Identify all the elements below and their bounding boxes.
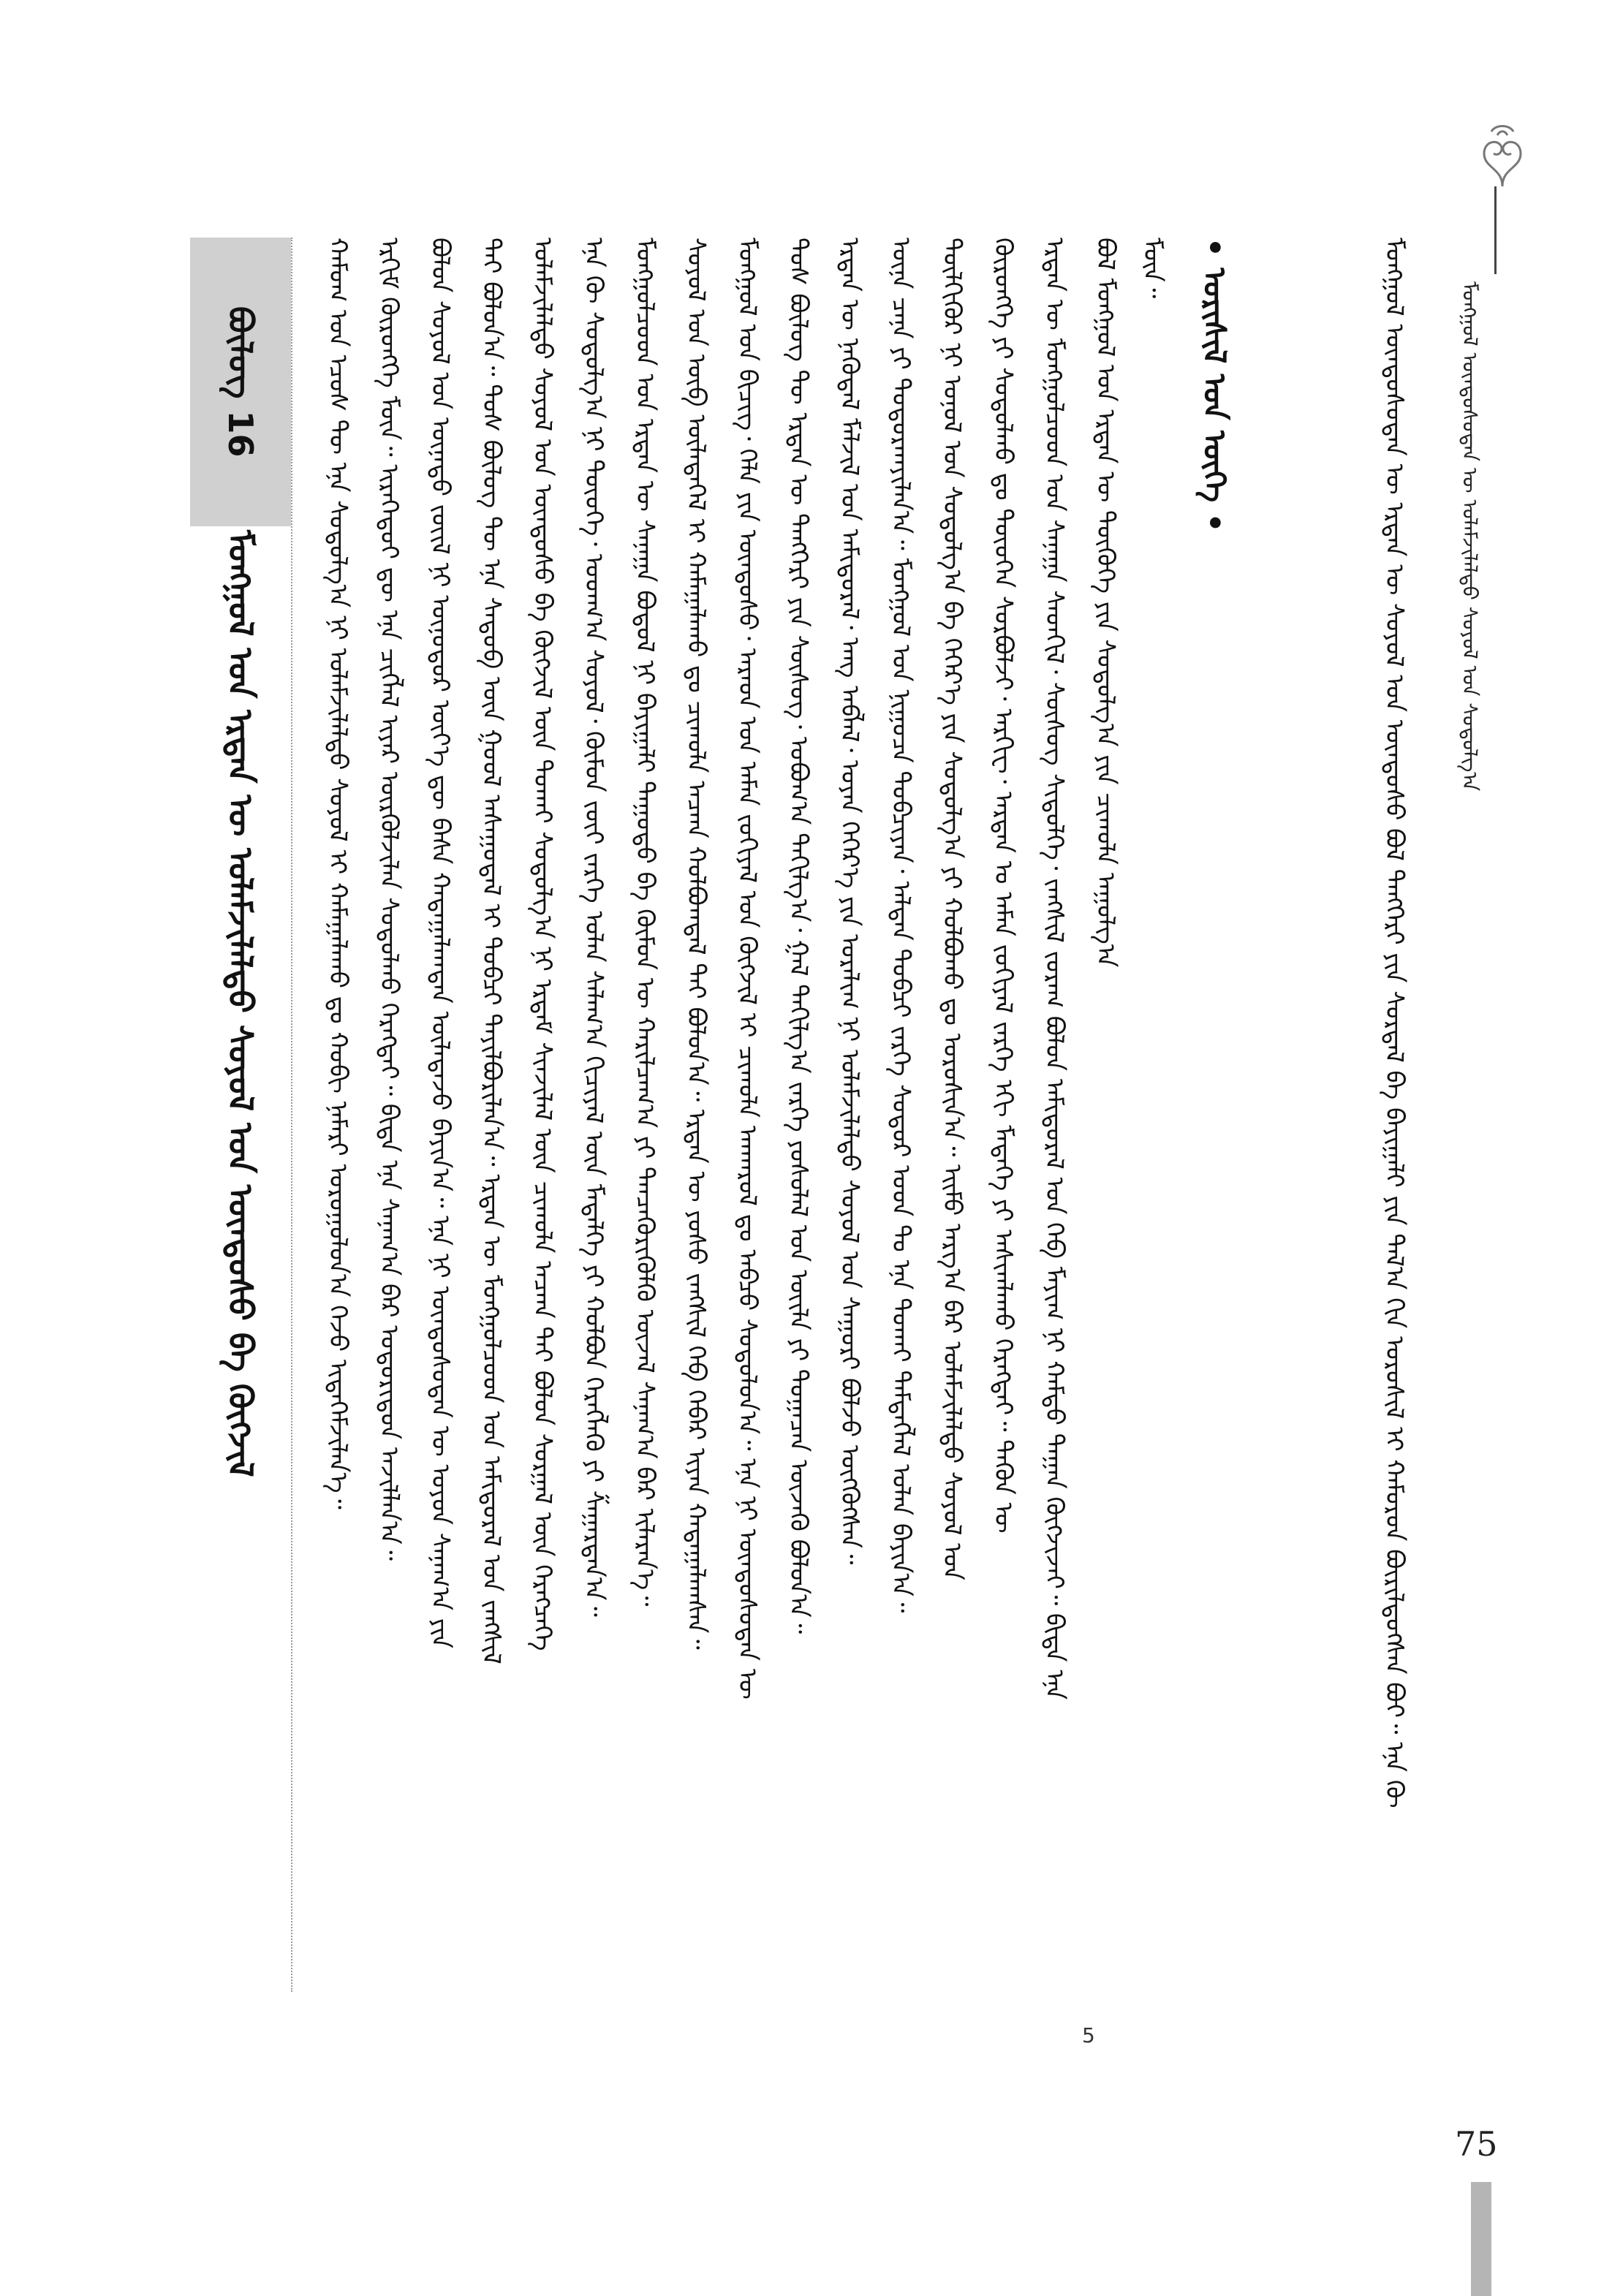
text-column: ᠲᠤᠰ ᠪᠦᠯᠦᠭ ᠲᠦ ᠡᠷᠲᠡᠨ ᠦ ᠲᠡᠩᠭᠡᠷᠢ ᠶᠢᠨ ᠰᠦᠰᠦᠭ᠂ ᠣᠪᠣᠭ᠎ᠠ ᠲᠠᠬᠢᠯᠭ᠎ᠠ᠂ ᠭᠠᠯ ᠲᠠᠬᠢᠯᠭ᠎ᠠ ᠵᠡᠷᠭᠡ ᠶᠣᠰᠣᠯᠠᠯ ᠤᠨ ᠦᠢᠯᠡ ᠶᠢ ᠲᠣᠭᠠᠴᠠᠨ ᠦᠵᠡᠬᠦ ᠪᠣᠯᠤᠨ᠎ᠠ᠃ [784, 238, 813, 1634]
text-column: ᠬᠥᠷᠦᠩᠭᠡ ᠶᠢ ᠰᠤᠳᠤᠯᠬᠤ ᠳᠤ ᠲᠦᠦᠬᠡᠨ ᠰᠤᠷᠪᠤᠯᠵᠢ᠂ ᠠᠷᠬᠢᠸ᠂ ᠠᠷᠳᠠᠨ ᠤ ᠠᠮᠠᠨ ᠵᠣᠬᠢᠶᠠᠯ ᠵᠡᠷᠭᠡ ᠡᠬᠢ ᠮᠡᠳᠡᠭᠡ ᠶᠢ ᠠᠰᠢᠭᠯᠠᠬᠤ ᠬᠡᠷᠡᠭᠲᠡᠢ᠃ ᠲᠡᠭᠦᠨ ᠦ [988, 238, 1018, 1534]
text-column: ᠪᠣᠯ ᠮᠣᠩᠭᠣᠯ ᠤᠨ ᠡᠷᠲᠡᠨ ᠦ ᠲᠦᠭᠦᠬᠡ ᠶᠢᠨ ᠰᠤᠳᠤᠯᠭ᠎ᠠ ᠶᠢᠨ ᠴᠢᠬᠤᠯᠠ ᠠᠭᠤᠯᠭ᠎ᠠ ᠮᠥᠨ᠃ [1091, 238, 1167, 968]
text-column: ᠡᠨᠡ ᠬᠦ ᠰᠤᠳᠤᠯᠭ᠎ᠠ ᠨᠢ ᠲᠦᠦᠬᠡ᠂ ᠤᠳᠬ᠎ᠠ ᠰᠣᠶᠣᠯ᠂ ᠬᠦᠮᠦᠨ ᠵᠦᠢ ᠵᠡᠷᠭᠡ ᠣᠯᠠᠨ ᠰᠠᠯᠠᠭ᠎ᠠ ᠬᠢᠴᠢᠶᠡᠯ ᠦᠨ ᠮᠡᠳᠡᠯᠭᠡ ᠶᠢ ᠬᠣᠯᠪᠣᠨ ᠬᠡᠷᠡᠭᠯᠡᠬᠦ ᠶᠢ ᠱᠠᠭᠠᠷᠳᠠᠨ᠎ᠠ᠃ [579, 238, 608, 1617]
page-number: 75 [1455, 2124, 1498, 2164]
footnote-mark: 5 [1082, 2023, 1095, 2047]
chapter-label-text: ᠪᠦᠯᠦᠭ 16 [221, 306, 260, 458]
text-column: ᠡᠷᠲᠡᠨ ᠦ ᠨᠡᠭᠦᠳᠡᠯ ᠮᠠᠯᠵᠢᠯ ᠤᠨ ᠠᠮᠢᠳᠤᠷᠠᠯ᠂ ᠠᠩ ᠠᠪᠯᠠᠯ᠂ ᠤᠶᠠᠨ ᠬᠡᠭᠡᠷ᠎ᠡ ᠶᠢᠨ ᠤᠷᠠᠯᠢᠭ ᠨᠢ ᠤᠯᠠᠮᠵᠢᠯᠠᠯᠲᠤ ᠰᠤᠶᠤᠯ ᠤᠨ ᠰᠠᠭᠤᠷᠢ ᠪᠣᠯᠵᠤ ᠦᠭᠭᠦᠭᠰᠡᠨ᠃ [835, 238, 864, 1565]
text-column: ᠪᠣᠯᠤᠨ ᠰᠣᠶᠣᠯ ᠤᠨ ᠦᠨᠡᠲᠦ ᠵᠦᠢᠯ ᠨᠢ ᠥᠨᠥᠳᠦᠷ ᠦᠶ᠎ᠡ ᠳᠦ ᠪᠠᠰᠠ ᠬᠠᠳᠠᠭᠠᠯᠠᠭᠳᠠᠨ ᠦᠯᠡᠳᠡᠵᠦ ᠪᠠᠶᠢᠨ᠎ᠠ᠃ ᠡᠨᠡ ᠨᠢ ᠦᠨᠳᠦᠰᠦᠲᠡᠨ ᠦ ᠣᠶᠤᠨ ᠰᠠᠨᠠᠭ᠎ᠠ ᠶᠢᠨ [425, 238, 455, 1648]
text-column: ᠰᠣᠶᠣᠯ ᠤᠨ ᠦᠪ ᠦᠯᠡᠳᠡᠭᠡᠯ ᠢ ᠬᠠᠮᠠᠭᠠᠯᠠᠬᠤ ᠳᠤ ᠴᠢᠬᠤᠯᠠ ᠠᠴᠬᠠ ᠬᠣᠯᠪᠣᠭᠳᠠᠯ ᠲᠠᠶ ᠪᠣᠯᠤᠨ᠎ᠠ᠃ ᠡᠷᠲᠡᠨ ᠦ ᠶᠣᠰᠣ ᠵᠠᠩᠱᠢᠯ ᠬᠡᠪ ᠬᠡᠪᠡᠷ ᠢᠶᠡᠨ ᠬᠠᠳᠠᠭᠠᠯᠠᠭᠰᠠᠨ᠃ [681, 238, 711, 1650]
running-header: ᠮᠣᠩᠭᠣᠯ ᠦᠨᠳᠦᠰᠦᠲᠡᠨ ᠦ ᠤᠯᠠᠮᠵᠢᠯᠠᠯᠲᠤ ᠰᠤᠶᠤᠯ ᠤᠨ ᠰᠤᠳᠤᠯᠭ᠎ᠠ [1458, 281, 1482, 792]
text-column: ᠲᠡᠢ ᠪᠣᠯᠤᠨ᠎ᠠ᠃ ᠲᠤᠰ ᠪᠦᠯᠦᠭ ᠲᠦ ᠡᠨᠡ ᠰᠡᠳᠦᠪ ᠦᠨ ᠭᠣᠣᠯ ᠠᠰᠠᠭᠤᠳᠠᠯ ᠢ ᠲᠣᠪᠴᠢ ᠲᠠᠶᠢᠯᠪᠤᠷᠢᠯᠠᠨ᠎ᠠ᠃ ᠡᠷᠲᠡᠨ ᠦ ᠮᠣᠩᠭᠣᠯᠴᠤᠳ ᠤᠨ ᠠᠮᠢᠳᠤᠷᠠᠯ ᠤᠨ ᠵᠠᠩᠱᠢᠯ [477, 238, 506, 1664]
chapter-label [190, 238, 291, 526]
text-column: ᠲᠦᠯᠬᠢᠭᠦᠷ ᠨᠢ ᠣᠨᠣᠯ ᠤᠨ ᠰᠤᠳᠤᠯᠭ᠎ᠠ ᠪᠠ ᠬᠡᠭᠡᠷ᠎ᠡ ᠶᠢᠨ ᠰᠤᠳᠤᠯᠭ᠎ᠠ ᠶᠢ ᠬᠣᠯᠪᠤᠬᠤ ᠳᠤ ᠣᠷᠣᠰᠢᠨ᠎ᠠ᠃ ᠡᠢᠮᠦ ᠠᠷᠭ᠎ᠠ ᠪᠠᠷ ᠤᠯᠠᠮᠵᠢᠯᠠᠯᠲᠤ ᠰᠤᠶᠤᠯ ᠤᠨ [937, 238, 966, 1580]
text-column: ᠡᠷᠲᠡᠨ ᠦ ᠮᠣᠩᠭᠣᠯᠴᠤᠳ ᠤᠨ ᠰᠠᠨᠠᠭᠠ ᠰᠡᠳᠬᠢᠯ᠂ ᠰᠦᠰᠦᠭ ᠰᠢᠲᠦᠯᠭᠡ᠂ ᠵᠠᠩᠱᠢᠯ ᠵᠣᠷᠠᠭ ᠪᠣᠯᠤᠨ ᠠᠮᠢᠳᠤᠷᠠᠯ ᠤᠨ ᠬᠡᠪ ᠮᠠᠶᠢᠭ ᠨᠢ ᠬᠠᠮᠲᠤ ᠳᠠᠭᠠᠨ ᠬᠥᠭᠵᠢᠵᠡᠢ᠃ ᠪᠢᠳᠡ ᠡᠨᠡ [1040, 238, 1069, 1700]
text-column: ᠮᠣᠩᠭᠣᠯᠴᠤᠳ ᠤᠨ ᠡᠷᠲᠡᠨ ᠦ ᠰᠠᠨᠠᠭᠠ ᠪᠣᠳᠣᠯ ᠨᠢ ᠪᠠᠶᠢᠭᠠᠯᠢ ᠳᠠᠭᠤᠳᠤ ᠪᠠ ᠬᠦᠮᠦᠨ ᠦ ᠬᠠᠷᠢᠯᠴᠠᠭ᠎ᠠ ᠶᠢ ᠲᠡᠨᠴᠡᠭᠦᠷᠢᠭᠦᠯᠬᠦ ᠦᠵᠡᠯ ᠰᠠᠨᠠᠭ᠎ᠠ ᠪᠠᠷ ᠢᠯᠡᠷᠡᠨ᠎ᠡ᠃ [630, 238, 659, 1607]
chapter-title [190, 530, 291, 1985]
text-column: ᠡᠷᠬᠢᠮ ᠬᠥᠷᠥᠩᠭᠡ ᠮᠥᠨ᠃ ᠢᠷᠡᠭᠡᠳᠦᠢ ᠳᠦ ᠡᠨᠡ ᠴᠢᠭᠯᠡᠯ ᠢᠶᠡᠷ ᠦᠷᠭᠦᠯᠵᠢᠯᠡᠨ ᠰᠤᠳᠤᠯᠬᠤ ᠬᠡᠷᠡᠭᠲᠡᠢ᠃ ᠪᠢᠳᠡ ᠡᠨᠡ ᠰᠠᠨᠠᠭ᠎ᠠ ᠪᠠᠷ ᠤᠳᠤᠷᠢᠳᠤᠨ ᠠᠵᠢᠯᠯᠠᠨ᠎ᠠ᠃ [374, 238, 404, 1561]
text-column: ᠮᠣᠩᠭᠣᠯ ᠤᠨ ᠪᠢᠴᠢᠭ᠂ ᠬᠡᠯᠡ ᠶᠢᠨ ᠦᠨᠳᠦᠰᠦ᠂ ᠠᠷᠠᠳ ᠤᠨ ᠠᠮᠠᠨ ᠵᠣᠬᠢᠶᠠᠯ ᠤᠨ ᠬᠥᠭᠵᠢᠯ ᠢ ᠴᠢᠬᠤᠯᠠ ᠠᠨᠬᠠᠷᠤᠯ ᠳᠤ ᠠᠪᠴᠤ ᠰᠤᠳᠤᠯᠤᠨ᠎ᠠ᠃ ᠡᠨᠡ ᠨᠢ ᠦᠨᠳᠦᠰᠦᠲᠡᠨ ᠦ [733, 238, 762, 1700]
ornament-icon [1469, 117, 1535, 197]
chapter-title-text: ᠮᠣᠩᠭᠣᠯ ᠤᠨ ᠡᠷᠲᠡᠨ ᠦ ᠤᠯᠠᠮᠵᠢᠯᠠᠯᠲᠤ ᠰᠤᠶᠤᠯ ᠤᠨ ᠦᠨᠳᠦᠰᠦ ᠪᠠ ᠬᠥᠭᠵᠢᠯ [221, 530, 260, 1477]
page-tab-marker [1471, 2182, 1491, 2296]
header-rule [1494, 186, 1497, 274]
section-subheading: • ᠣᠷᠢᠰᠢᠯ ᠤᠨ ᠦᠭᠡ • [1197, 238, 1233, 533]
text-column: ᠬᠠᠮᠤᠭ ᠤᠨ ᠡᠴᠦᠰ ᠲᠦ ᠡᠨᠡ ᠰᠤᠳᠤᠯᠭ᠎ᠠ ᠨᠢ ᠤᠯᠠᠮᠵᠢᠯᠠᠯᠲᠤ ᠰᠣᠶᠣᠯ ᠢ ᠬᠠᠮᠠᠭᠠᠯᠠᠬᠤ ᠳᠤ ᠬᠤᠪᠢ ᠨᠡᠮᠡᠷᠢ ᠣᠷᠣᠭᠤᠯᠤᠨ᠎ᠠ ᠭᠡᠵᠦ ᠢᠲᠡᠭᠡᠮᠵᠢᠯᠡᠨ᠎ᠡ᠃ [323, 238, 352, 1509]
chapter-heading [190, 238, 292, 1992]
text-column: ᠮᠣᠩᠭᠣᠯ ᠦᠨᠳᠦᠰᠦᠲᠡᠨ ᠦ ᠡᠷᠲᠡᠨ ᠦ ᠰᠤᠶᠤᠯ ᠤᠨ ᠦᠨᠳᠦᠰᠦ ᠪᠣᠯ ᠲᠡᠩᠭᠡᠷᠢ ᠶᠢᠨ ᠰᠤᠷᠲᠠᠯ ᠪᠠ ᠪᠠᠶᠢᠭᠠᠯᠢ ᠶᠢᠨ ᠲᠠᠯ᠎ᠠ ᠬᠢᠨ ᠤᠷᠤᠰᠢᠯ ᠢ ᠬᠠᠮᠤᠷᠤᠨ ᠪᠦᠷᠢᠯᠳᠦᠭᠰᠡᠨ ᠪᠤᠢ᠃ ᠡᠨᠡ ᠬᠦ [1380, 238, 1409, 1808]
text-column: ᠤᠯᠠᠮᠵᠢᠯᠠᠯᠲᠤ ᠰᠤᠶᠤᠯ ᠤᠨ ᠦᠨᠳᠦᠰᠦ ᠪᠠ ᠬᠥᠭᠵᠢᠯ ᠦᠨ ᠲᠣᠬᠠᠢ ᠰᠤᠳᠤᠯᠭ᠎ᠠ ᠨᠢ ᠡᠷᠳᠡᠮ ᠰᠢᠨᠵᠢᠯᠡᠯ ᠦᠨ ᠴᠢᠬᠤᠯᠠ ᠠᠴᠬᠠ ᠲᠠᠢ ᠪᠣᠯᠤᠨ ᠰᠤᠷᠭᠠᠯ ᠦᠨ ᠬᠡᠷᠡᠭᠴᠡᠭᠡ [528, 238, 557, 1651]
text-column: ᠦᠨᠡ ᠴᠡᠨᠡ ᠶᠢ ᠲᠣᠳᠣᠷᠬᠠᠶᠢᠯᠠᠨ᠎ᠠ᠃ ᠮᠣᠩᠭᠣᠯ ᠤᠨ ᠨᠢᠭᠤᠴᠠ ᠲᠣᠪᠴᠢᠶᠠᠨ᠂ ᠠᠯᠲᠠᠨ ᠲᠣᠪᠴᠢ ᠵᠡᠷᠭᠡ ᠰᠤᠳᠤᠷ ᠤᠳ ᠲᠤ ᠡᠨᠡ ᠲᠤᠬᠠᠢ ᠲᠡᠮᠳᠡᠭᠯᠡᠯ ᠣᠯᠠᠨ ᠪᠠᠶᠢᠨ᠎ᠠ᠃ [886, 238, 915, 1613]
